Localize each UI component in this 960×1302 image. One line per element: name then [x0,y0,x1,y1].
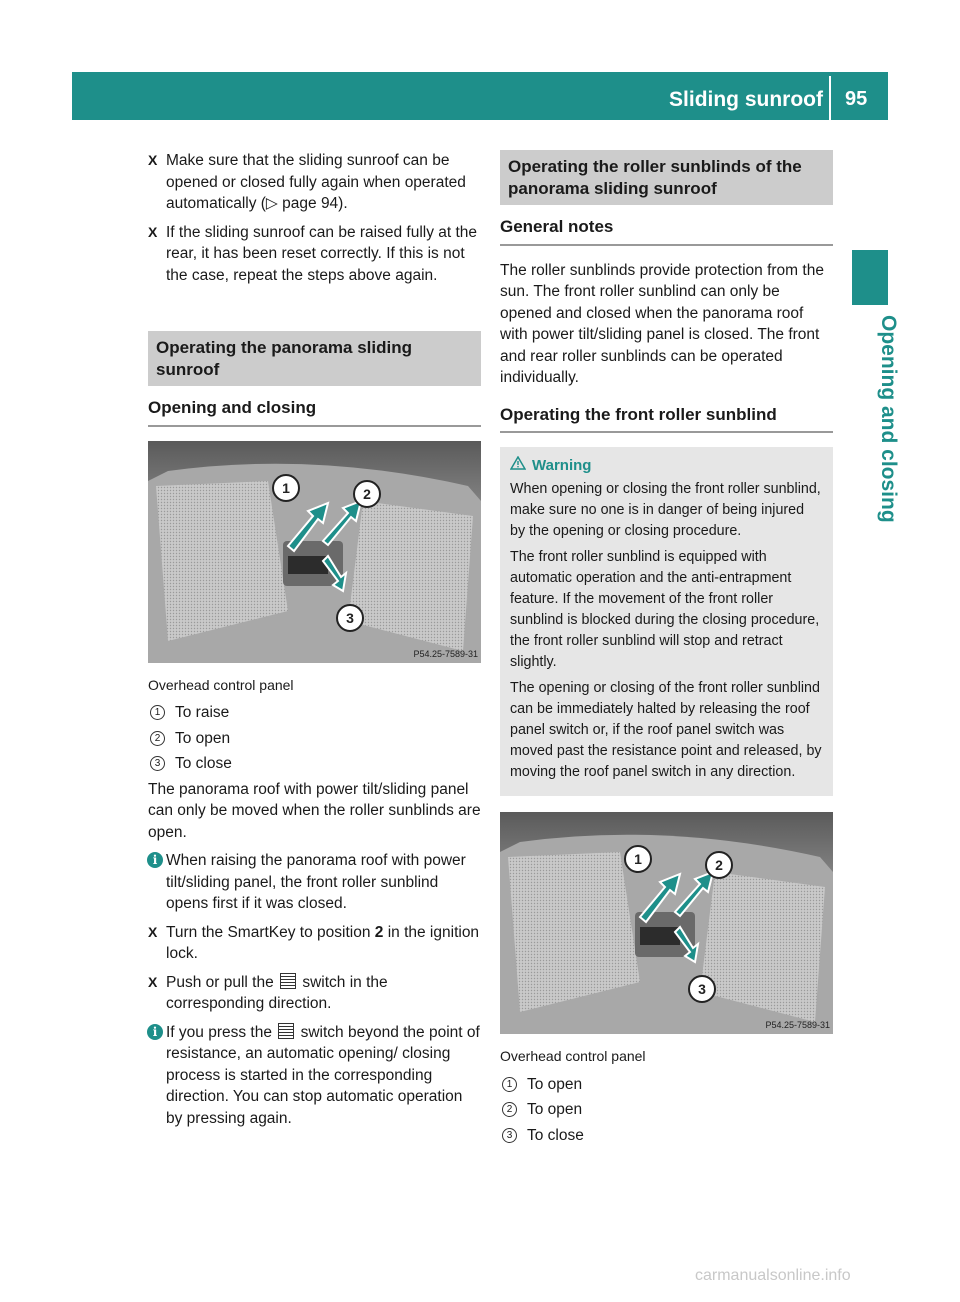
legend-item: 3 To close [500,1125,833,1147]
section-title: Operating the panorama sliding sunroof [148,331,481,386]
arrow-bullet-icon: X [148,223,158,240]
warning-paragraph: The opening or closing of the front roller sunblind can be immediately halted by releasing the roof panel switch or, if the roof panel switch was moved past the resistance point and released, by moving the roof panel switch in any direction. [510,680,822,780]
page-number: 95 [845,88,868,110]
arrow-bullet-icon: X [148,152,158,168]
svg-text:3: 3 [698,981,706,997]
bullet-item: X Push or pull the switch in the corresponding direction. [148,973,388,1012]
info-icon: i [147,852,163,868]
warning-triangle-icon [510,456,526,470]
legend-item: 2 To open [148,728,481,750]
photo-caption: Overhead control panel [148,676,294,693]
bullet-item: X Make sure that the sliding sunroof can be opened or closed fully again when operated automatically (▷ page 94). [148,152,466,212]
left-column [148,150,481,1136]
arrow-bullet-icon: X [148,973,158,990]
warning-box [500,447,833,796]
number-1-icon: 1 [502,1077,517,1092]
bullet-item: X If the sliding sunroof can be raised fully at the rear, it has been reset correctly. If this is not the case, repeat the steps above again. [148,223,478,284]
number-3-icon: 3 [150,756,165,771]
photo-caption: Overhead control panel [500,1048,646,1064]
svg-text:3: 3 [346,609,354,626]
subsection-title: General notes [500,216,833,246]
legend-item: 3 To close [148,753,481,775]
svg-text:1: 1 [282,479,290,496]
number-3-icon: 3 [502,1128,517,1143]
info-icon: i [147,1024,163,1040]
number-2-icon: 2 [150,731,165,746]
svg-text:1: 1 [634,851,642,867]
legend-item: 1 To raise [148,702,481,724]
overhead-panel-photo [500,812,833,1034]
side-tab-label: Opening and closing [877,315,900,523]
arrow-bullet-icon: X [148,923,158,940]
subsection-title: Opening and closing [148,397,481,427]
svg-text:2: 2 [363,485,371,502]
header-separator [829,76,831,120]
photo-code: P54.25-7589-31 [765,1020,830,1030]
roof-switch-icon [280,973,296,989]
warning-paragraph: The front roller sunblind is equipped with automatic operation and the anti-entrapment feature. If the movement of the front roller sunblind is blocked during the closing procedure, the front roller sunblind will stop and retract slightly. [510,549,820,670]
paragraph: The roller sunblinds provide protection from the sun. The front roller sunblind can only be opened and closed when the panorama roof with power tilt/sliding panel is closed. The front and rear roller sunblinds can be operated individually. [500,261,824,386]
section-title: Operating the roller sunblinds of the panorama sliding sunroof [500,150,833,205]
number-2-icon: 2 [502,1102,517,1117]
warning-paragraph: When opening or closing the front roller sunblind, make sure no one is in danger of being injured by the opening or closing procedure. [510,481,821,539]
info-note: i If you press the switch beyond the point of resistance, an automatic opening/ closing process is started in the corresponding direction. You can stop automatic operation by pressing again. [148,1022,481,1130]
warning-title: Warning [510,455,823,476]
legend-item: 1 To open [500,1074,833,1096]
right-column [500,150,833,1150]
subsection-title: Operating the front roller sunblind [500,404,833,434]
info-note: i When raising the panorama roof with power tilt/sliding panel, the front roller sunblind opens first if it was closed. [148,850,481,915]
watermark: carmanualsonline.info [695,1267,851,1284]
overhead-panel-photo [148,441,481,663]
paragraph: The panorama roof with power tilt/sliding panel can only be moved when the roller sunblinds are open. [148,780,481,841]
legend-item: 2 To open [500,1099,833,1121]
side-tab-marker [852,250,888,305]
bullet-item: X Turn the SmartKey to position 2 in the ignition lock. [148,923,480,962]
photo-code: P54.25-7589-31 [413,648,478,659]
svg-text:2: 2 [715,857,723,873]
page-title: Sliding sunroof [669,88,823,111]
roof-switch-icon [278,1023,294,1039]
number-1-icon: 1 [150,705,165,720]
